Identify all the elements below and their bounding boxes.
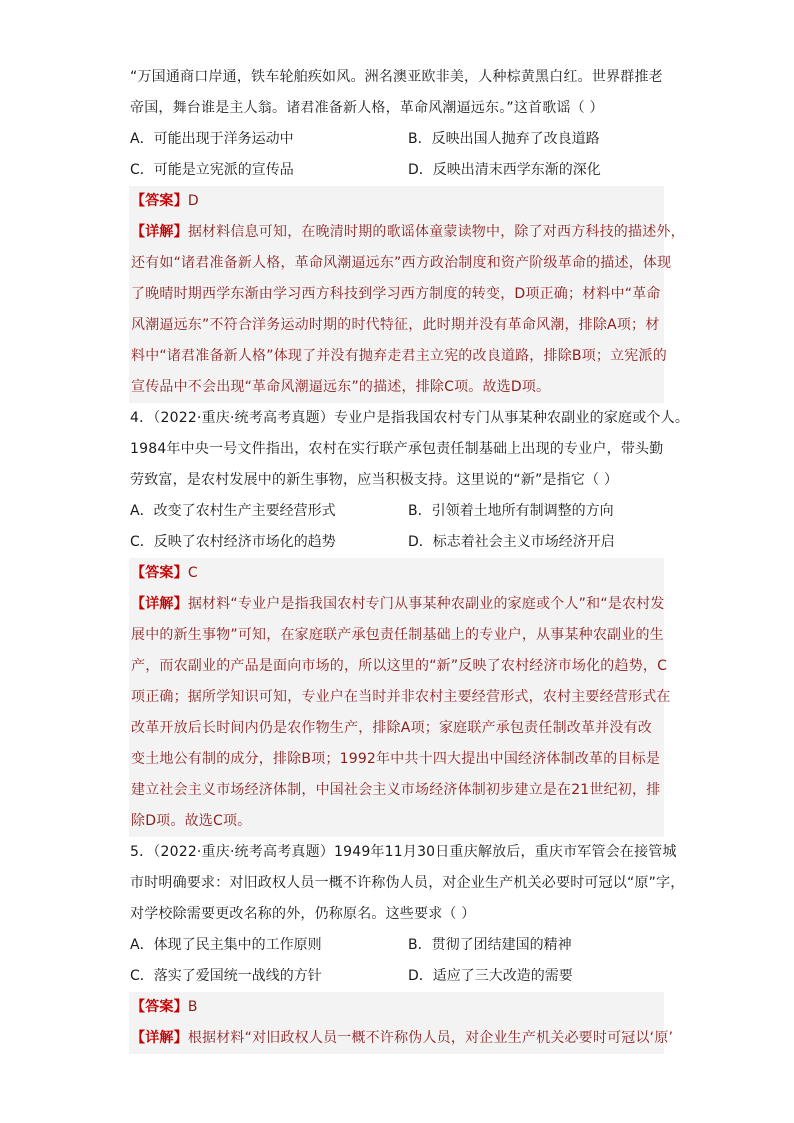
q3-options-row	[130, 124, 663, 155]
q4-answer-line	[131, 558, 662, 589]
document-page	[130, 62, 690, 1054]
q3-stem-line: 帝国，舞台谁是主人翁。诸君准备新人格，革命风潮逼远东。”这首歌谣（ ）	[130, 100, 604, 116]
q4-answer-block	[129, 558, 671, 837]
q4-option-c: C．反映了农村经济市场化的趋势	[130, 534, 336, 550]
q5-option-a: A．体现了民主集中的工作原则	[130, 937, 322, 953]
question-3	[130, 62, 685, 403]
q5-answer-line	[131, 992, 662, 1023]
detail-tag: 【详解】	[131, 1030, 188, 1046]
q5-stem-line: 5．（2022·重庆·统考高考真题）1949年11月30日重庆解放后，重庆市军管会在接管城	[130, 844, 677, 860]
q4-answer: C	[187, 565, 198, 581]
detail-tag: 【详解】	[131, 596, 188, 612]
q3-stem-line: “万国通商口岸通，铁车轮舶疾如风。洲名澳亚欧非美，人种棕黄黑白红。世界群推老	[130, 69, 663, 85]
question-5	[130, 837, 685, 1054]
q3-option-c: C．可能是立宪派的宣传品	[130, 162, 294, 178]
q3-option-d: D．反映出清末西学东渐的深化	[408, 162, 601, 178]
answer-tag: 【答案】	[131, 565, 188, 581]
q5-option-b: B．贯彻了团结建国的精神	[408, 937, 572, 953]
q4-stem-line: 劳致富，是农村发展中的新生事物，应当积极支持。这里说的“新”是指它（ ）	[130, 472, 619, 488]
q5-detail-text: 根据材料“对旧政权人员一概不许称伪人员，对企业生产机关必要时可冠以‘原’	[187, 1030, 674, 1046]
q5-answer: B	[187, 999, 198, 1015]
q3-detail-line: 了晚晴时期西学东渐由学习西方科技到学习西方制度的转变，D项正确；材料中“革命	[131, 286, 661, 302]
q4-options-row	[130, 496, 663, 527]
q3-answer-line	[131, 186, 662, 217]
q5-option-c: C．落实了爱国统一战线的方针	[130, 968, 322, 984]
q3-detail-line: 料中“诸君准备新人格”体现了并没有抛弃走君主立宪的改良道路，排除B项；立宪派的	[131, 348, 667, 364]
q5-stem-line: 市时明确要求：对旧政权人员一概不许称伪人员，对企业生产机关必要时可冠以“原”字，	[130, 875, 685, 891]
q3-detail-line: 宣传品中不会出现“革命风潮逼远东”的描述，排除C项。故选D项。	[131, 379, 551, 395]
q5-answer-block	[129, 992, 674, 1054]
q4-option-d: D．标志着社会主义市场经济开启	[408, 534, 615, 550]
q4-options-row	[130, 527, 663, 558]
q4-option-b: B．引领着土地所有制调整的方向	[408, 503, 614, 519]
q5-options-row	[130, 961, 663, 992]
q3-detail-line: 还有如“诸君准备新人格，革命风潮逼远东”西方政治制度和资产阶级革命的描述，体现	[131, 255, 672, 271]
q3-answer: D	[187, 193, 199, 209]
q5-detail-line	[131, 1023, 674, 1054]
q4-detail-text: 据材料“专业户是指我国农村专门从事某种农副业的家庭或个人”和“是农村发	[187, 596, 665, 612]
q4-detail-line: 变土地公有制的成分，排除B项；1992年中共十四大提出中国经济体制改革的目标是	[131, 751, 661, 767]
q4-stem-line: 4．（2022·重庆·统考高考真题）专业户是指我国农村专门从事某种农副业的家庭或个人。	[130, 410, 690, 426]
q4-detail-line: 项正确；据所学知识可知，专业户在当时并非农村主要经营形式，农村主要经营形式在	[131, 689, 671, 705]
q4-detail-line	[131, 589, 665, 620]
q3-detail-line	[131, 217, 685, 248]
detail-tag: 【详解】	[131, 224, 188, 240]
answer-tag: 【答案】	[131, 999, 188, 1015]
q4-option-a: A．改变了农村生产主要经营形式	[130, 503, 336, 519]
q3-option-a: A．可能出现于洋务运动中	[130, 131, 294, 147]
q4-detail-line: 产，而农副业的产品是面向市场的，所以这里的“新”反映了农村经济市场化的趋势，C	[131, 658, 668, 674]
answer-tag: 【答案】	[131, 193, 188, 209]
q5-stem-line: 对学校除需要更改名称的外，仍称原名。这些要求（ ）	[130, 906, 476, 922]
q4-stem-line: 1984年中央一号文件指出，农村在实行联产承包责任制基础上出现的专业户，带头勤	[130, 441, 664, 457]
q3-answer-block	[129, 186, 685, 403]
q3-detail-text: 据材料信息可知，在晚清时期的歌谣体童蒙读物中，除了对西方科技的描述外，	[187, 224, 685, 240]
q3-option-b: B．反映出国人抛弃了改良道路	[408, 131, 600, 147]
q5-options-row	[130, 930, 663, 961]
q3-detail-line: 风潮逼远东”不符合洋务运动时期的时代特征，此时期并没有革命风潮，排除A项；材	[131, 317, 660, 333]
question-4	[130, 403, 690, 837]
q4-detail-line: 展中的新生事物”可知，在家庭联产承包责任制基础上的专业户，从事某种农副业的生	[131, 627, 664, 643]
q4-detail-line: 改革开放后长时间内仍是农作物生产，排除A项；家庭联产承包责任制改革并没有改	[131, 720, 652, 736]
q4-detail-line: 除D项。故选C项。	[131, 813, 252, 829]
q4-detail-line: 建立社会主义市场经济体制，中国社会主义市场经济体制初步建立是在21世纪初，排	[131, 782, 661, 798]
q5-option-d: D．适应了三大改造的需要	[408, 968, 573, 984]
q3-options-row	[130, 155, 663, 186]
